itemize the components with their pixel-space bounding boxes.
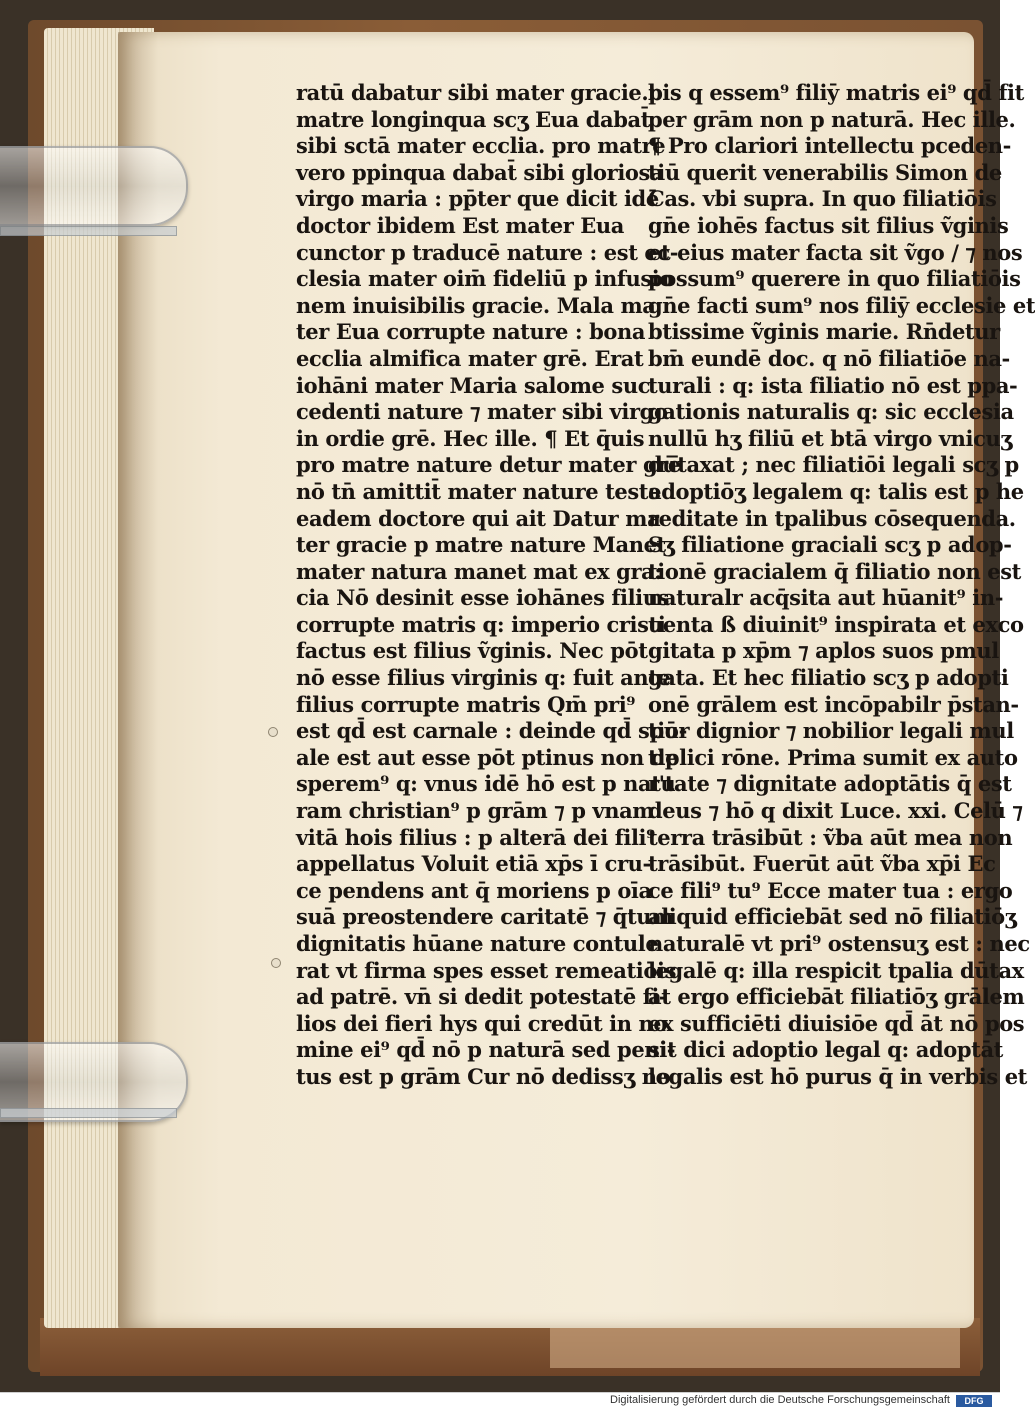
text-line-right: gn̄e facti sum⁹ nos filiȳ ecclesie et — [648, 292, 1035, 318]
text-line-left: doctor ibidem Est mater Eua — [296, 212, 624, 238]
text-line-right: Cas. vbi supra. In quo filiatiōis — [648, 186, 997, 212]
text-line-left: appellatus Voluit etiā xp̄s ī cru- — [296, 851, 651, 877]
text-column-left — [296, 80, 687, 1091]
text-line-left: virgo maria : pp̄ter que dicit idē — [296, 186, 659, 212]
text-line-left: mater natura manet mat ex gra: — [296, 558, 662, 584]
text-line-right: tior dignior ⁊ nobilior legali mul — [648, 718, 1014, 744]
text-line-right: trāsibūt. Fuerūt aūt ṽba xp̄i Ec — [648, 851, 996, 877]
text-line-right: gn̄e iohēs factus sit filius ṽginis — [648, 212, 1009, 238]
text-line-right: aliquid efficiebāt sed nō filiatiōʒ — [648, 904, 1017, 930]
text-line-left: cunctor p traducē nature : est ec- — [296, 239, 679, 265]
text-line-left: ce pendens ant q̄ moriens p oīa — [296, 877, 652, 903]
text-line-left: est qd̄ est carnale : deinde qd̄ spū- — [296, 718, 687, 744]
text-line-left: clesia mater oim̄ fideliū p infusio — [296, 266, 673, 292]
text-line-left: ram christian⁹ p grām ⁊ p vnam — [296, 798, 655, 824]
text-line-right: bis q essem⁹ filiȳ matris ei⁹ qd̄ fit — [648, 80, 1024, 105]
text-line-right: reditate in tpalibus cōsequenda. — [648, 505, 1016, 531]
text-line-left: lios dei fieri hys qui credūt in no — [296, 1010, 668, 1036]
text-line-right: dūtaxat ; nec filiatiōi legali scʒ p — [648, 452, 1019, 478]
text-line-right: nullū hʒ filiū et btā virgo vnicuʒ — [648, 425, 1012, 451]
text-line-right: naturalē vt pri⁹ ostensuʒ est : nec — [648, 931, 1030, 956]
text-line-right: gationis naturalis q: sic ecclesia — [648, 399, 1014, 425]
text-line-left: ad patrē. vn̄ si dedit potestatē fi- — [296, 984, 668, 1010]
text-line-right: tiū querit venerabilis Simon de — [648, 159, 1002, 185]
clip-bar-bottom — [0, 1108, 177, 1118]
text-line-left: nem inuisibilis gracie. Mala ma — [296, 292, 656, 318]
pinhole-mark — [271, 958, 281, 968]
text-line-left: rat vt firma spes esset remeatiōis — [296, 957, 676, 983]
text-line-right: ¶ Pro clariori intellectu pceden- — [648, 133, 1011, 159]
text-line-left: vitā hois filius : p alterā dei fili⁹ — [296, 824, 655, 850]
text-line-right: legalis est hō purus q̄ in verbis et — [648, 1063, 1027, 1089]
clip-bar-top — [0, 226, 177, 236]
text-line-right: Sʒ filiatione graciali scʒ p adop- — [648, 532, 1012, 558]
text-line-left: sperem⁹ q: vnus idē hō est p natu — [296, 771, 676, 797]
text-line-left: factus est filius ṽginis. Nec pōt — [296, 638, 648, 664]
text-line-left: ter gracie p matre nature Manet — [296, 532, 666, 558]
dfg-logo: DFG — [956, 1395, 992, 1407]
text-line-right: deus ⁊ hō q dixit Luce. xxi. Celū ⁊ — [648, 798, 1023, 824]
text-line-right: tiplici rōne. Prima sumit ex auto — [648, 744, 1018, 770]
text-line-right: per grām non p naturā. Hec ille. — [648, 106, 1016, 132]
text-line-right: turali : q: ista filiatio nō est ppa- — [648, 372, 1018, 398]
text-line-left: vero ppinqua dabat̄ sibi gloriosa — [296, 159, 664, 185]
text-column-right — [648, 80, 1035, 1091]
text-line-left: ecclia almifica mater grē. Erat — [296, 345, 644, 371]
text-line-left: cedenti nature ⁊ mater sibi virgo — [296, 399, 668, 425]
page-clip-top — [0, 146, 188, 226]
text-line-left: mine ei⁹ qd̄ nō p naturā sed peni- — [296, 1037, 676, 1063]
text-line-left: cia Nō desinit esse iohānes filius — [296, 585, 670, 611]
text-line-right: possum⁹ querere in quo filiatiōis — [648, 266, 1021, 292]
text-line-left: pro matre nature detur mater grē — [296, 452, 681, 478]
text-line-left: nō tn̄ amittit̄ mater nature teste — [296, 478, 662, 504]
text-line-left: ratū dabatur sibi mater gracie.p — [296, 80, 663, 105]
text-line-left: in ordie grē. Hec ille. ¶ Et q̄uis — [296, 425, 645, 451]
text-line-left: corrupte matris q: imperio cristi — [296, 611, 666, 637]
text-line-right: at ergo efficiebāt filiatiōʒ grālem — [648, 984, 1025, 1010]
text-line-right: naturalr acq̄sita aut hūanit⁹ in- — [648, 585, 1004, 611]
text-line-right: r'tate ⁊ dignitate adoptātis q̄ est — [648, 771, 1012, 797]
text-line-right: btissime ṽginis marie. Rn̄detur — [648, 319, 1000, 345]
text-line-right: bm̄ eundē doc. q nō filiatiōe na- — [648, 345, 1010, 371]
text-line-left: filius corrupte matris Qm̄ pri⁹ — [296, 691, 636, 717]
text-line-left: ter Eua corrupte nature : bona — [296, 319, 646, 345]
text-line-left: iohāni mater Maria salome suc — [296, 372, 651, 398]
text-line-left: matre longinqua scʒ Eua dabat̄ — [296, 106, 651, 132]
text-line-right: sit dici adoptio legal q: adoptāt — [648, 1037, 1003, 1063]
text-line-right: legalē q: illa respicit tpalia dūtax — [648, 957, 1024, 983]
text-line-left: tus est p grām Cur nō dedissʒ no — [296, 1063, 671, 1089]
text-line-right: uenta ß diuinit⁹ inspirata et exco — [648, 611, 1024, 637]
text-line-right: terra trāsibūt : ṽba aūt mea non — [648, 824, 1013, 850]
funding-credit: Digitalisierung gefördert durch die Deutsche Forschungsgemeinschaft — [610, 1394, 950, 1406]
text-line-left: sibi sctā mater ecclia. pro matre — [296, 133, 666, 159]
text-line-right: tionē gracialem q̄ filiatio non est — [648, 558, 1021, 584]
text-line-left: suā preostendere caritatē ⁊ q̄tum — [296, 904, 673, 930]
text-line-left: dignitatis hūane nature contule — [296, 931, 659, 956]
text-line-right: gata. Et hec filiatio scʒ p adopti — [648, 665, 1009, 691]
text-line-right: onē grālem est incōpabilr p̄stan- — [648, 691, 1019, 717]
text-line-right: et eius mater facta sit ṽgo / ⁊ nos — [648, 239, 1023, 265]
text-line-right: ce fili⁹ tu⁹ Ecce mater tua : ergo — [648, 877, 1013, 903]
text-line-right: adoptiōʒ legalem q: talis est p he — [648, 478, 1024, 504]
text-line-right: ex sufficiēti diuisiōe qd̄ āt nō pos — [648, 1010, 1025, 1036]
pinhole-mark — [268, 727, 278, 737]
text-line-right: gitata p xp̄m ⁊ aplos suos pmul — [648, 638, 999, 664]
text-line-left: nō esse filius virginis q: fuit ante — [296, 665, 671, 691]
footer-bar — [0, 1392, 1000, 1410]
text-line-left: ale est aut esse pōt ptinus non de — [296, 744, 679, 770]
text-line-left: eadem doctore qui ait Datur ma — [296, 505, 661, 531]
